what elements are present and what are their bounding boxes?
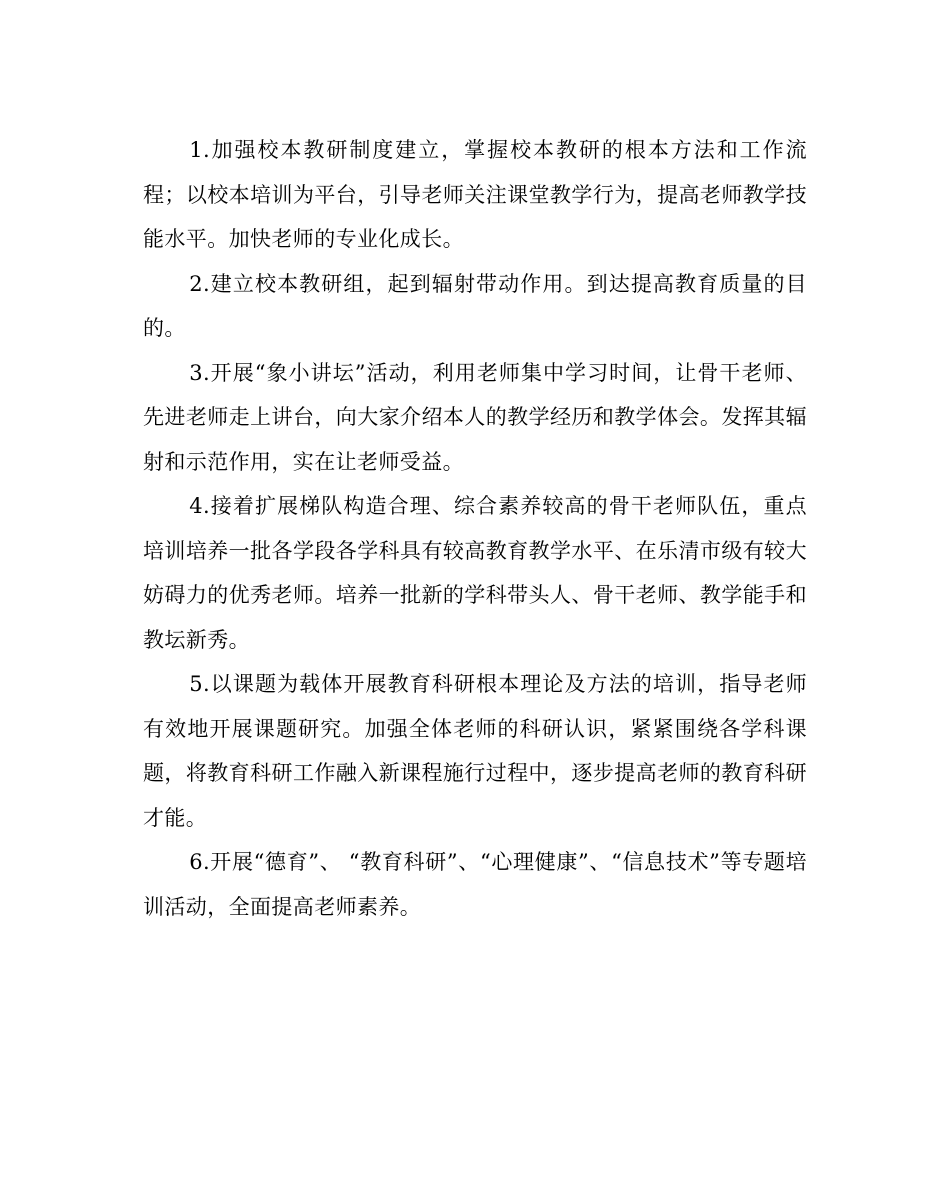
paragraph-6: 6.开展“德育”、 “教育科研”、“心理健康”、“信息技术”等专题培训活动，全面提高老师素养。 [143, 850, 807, 919]
paragraph-5: 5.以课题为载体开展教育科研根本理论及方法的培训，指导老师有效地开展课题研究。加强全体老师的科研认识，紧紧围绕各学科课题，将教育科研工作融入新课程施行过程中，逐步提高老师的教育科研才能。 [143, 672, 807, 830]
paragraph-2: 2.建立校本教研组，起到辐射带动作用。到达提高教育质量的目的。 [143, 271, 807, 340]
paragraph-1: 1.加强校本教研制度建立，掌握校本教研的根本方法和工作流程；以校本培训为平台，引导老师关注课堂教学行为，提高老师教学技能水平。加快老师的专业化成长。 [143, 138, 807, 251]
paragraph-4: 4.接着扩展梯队构造合理、综合素养较高的骨干老师队伍，重点培训培养一批各学段各学科具有较高教育教学水平、在乐清市级有较大妨碍力的优秀老师。培养一批新的学科带头人、骨干老师、教学能手和教坛新秀。 [143, 494, 807, 652]
paragraph-3: 3.开展“象小讲坛”活动，利用老师集中学习时间，让骨干老师、先进老师走上讲台，向大家介绍本人的教学经历和教学体会。发挥其辐射和示范作用，实在让老师受益。 [143, 360, 807, 474]
